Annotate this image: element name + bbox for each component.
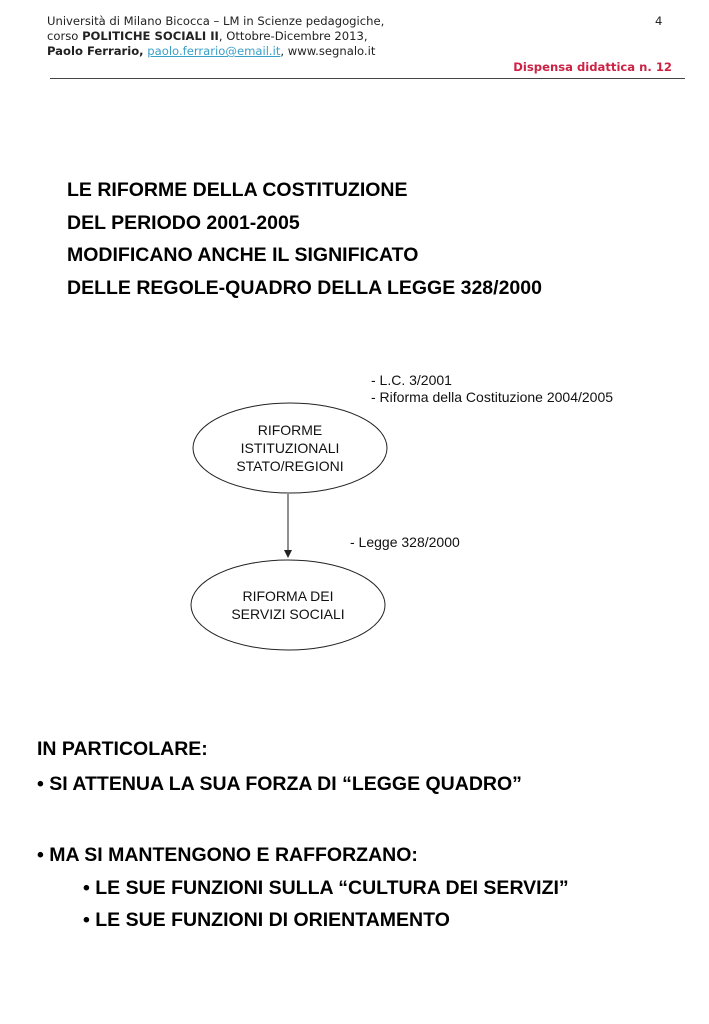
note-legge-328: - Legge 328/2000 (350, 534, 460, 550)
header-course-prefix: corso (47, 29, 83, 43)
page-number: 4 (655, 14, 663, 28)
title-line-3: MODIFICANO ANCHE IL SIGNIFICATO (67, 244, 419, 266)
body-heading: IN PARTICOLARE: (37, 738, 208, 760)
sub-bullet-1: • LE SUE FUNZIONI SULLA “CULTURA DEI SERVIZI” (83, 877, 569, 899)
ellipse1-line-1: RIFORME (257, 422, 323, 438)
ellipse2-line-1: RIFORMA DEI (242, 588, 334, 604)
header-course-name: POLITICHE SOCIALI II (82, 29, 219, 43)
note-lc-2001: - L.C. 3/2001 (371, 372, 452, 388)
dispensa-label: Dispensa didattica n. 12 (513, 60, 672, 74)
bullet-item-2: • MA SI MANTENGONO E RAFFORZANO: (37, 844, 418, 866)
bullet-item-1: • SI ATTENUA LA SUA FORZA DI “LEGGE QUADRO” (37, 773, 522, 795)
ellipse1-label (195, 421, 385, 475)
title-line-1: LE RIFORME DELLA COSTITUZIONE (67, 179, 408, 201)
title-line-4: DELLE REGOLE-QUADRO DELLA LEGGE 328/2000 (67, 276, 542, 299)
header-email-link[interactable]: paolo.ferrario@email.it (147, 44, 281, 58)
flow-arrow-head (284, 550, 292, 558)
title-line-2: DEL PERIODO 2001-2005 (67, 211, 300, 234)
ellipse2-line-2: SERVIZI SOCIALI (231, 606, 345, 622)
ellipse2-label (193, 587, 383, 623)
note-riforma-costituzione: - Riforma della Costituzione 2004/2005 (371, 389, 614, 405)
header-author: Paolo Ferrario, (47, 44, 144, 58)
header-website: , www.segnalo.it (280, 44, 376, 58)
ellipse1-line-2: ISTITUZIONALI (240, 440, 340, 456)
ellipse1-line-3: STATO/REGIONI (236, 458, 344, 474)
header-line-1: Università di Milano Bicocca – LM in Scienze pedagogiche, (47, 14, 385, 28)
header-course-dates: , Ottobre-Dicembre 2013, (218, 29, 368, 43)
sub-bullet-2: • LE SUE FUNZIONI DI ORIENTAMENTO (83, 909, 450, 931)
